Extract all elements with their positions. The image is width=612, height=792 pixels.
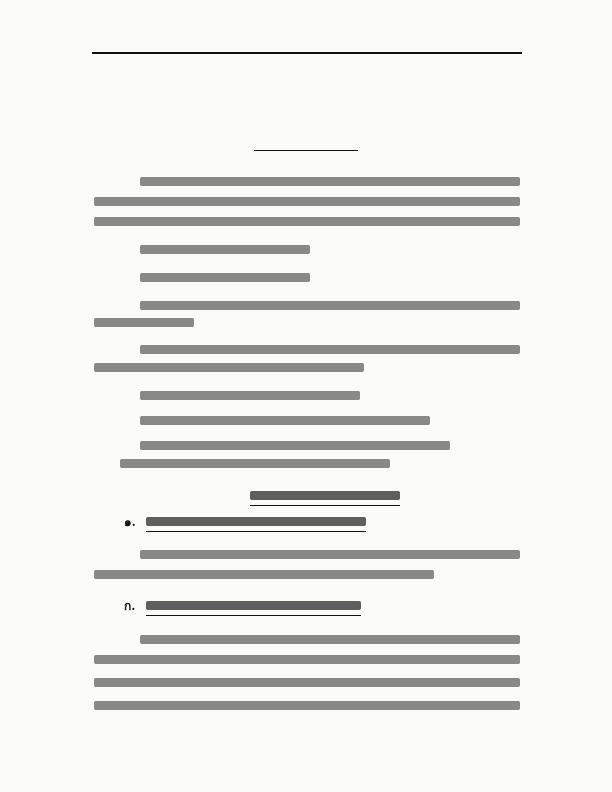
- section-underline: [250, 505, 400, 506]
- subA-label: ก.: [124, 599, 136, 613]
- topics-item: [140, 436, 450, 453]
- rights-item: [140, 240, 310, 257]
- subA-line: [94, 673, 520, 690]
- sub1-line: [140, 545, 520, 562]
- topics-item: [140, 386, 360, 403]
- subA-line: [140, 630, 520, 647]
- header-divider: [92, 52, 522, 54]
- intro-line: [94, 212, 520, 229]
- sub1-underline: [146, 531, 366, 532]
- subA-underline: [146, 615, 361, 616]
- topics-item: [140, 411, 430, 428]
- sub1-number: ๑.: [124, 515, 136, 529]
- subA-heading: [146, 596, 361, 613]
- title-underline: [254, 150, 358, 151]
- intro-line: [94, 192, 520, 209]
- explanation-line: [94, 358, 364, 375]
- intro-line: [140, 172, 520, 189]
- rights-item: [140, 268, 310, 285]
- rights-item-cont: [94, 313, 194, 330]
- section-heading: [250, 486, 400, 503]
- rights-item: [140, 296, 520, 313]
- subA-line: [94, 696, 520, 713]
- sub1-heading: [146, 512, 366, 529]
- sub1-line: [94, 565, 434, 582]
- explanation-line: [140, 340, 520, 357]
- topics-item-cont: [120, 454, 390, 471]
- subA-line: [94, 650, 520, 667]
